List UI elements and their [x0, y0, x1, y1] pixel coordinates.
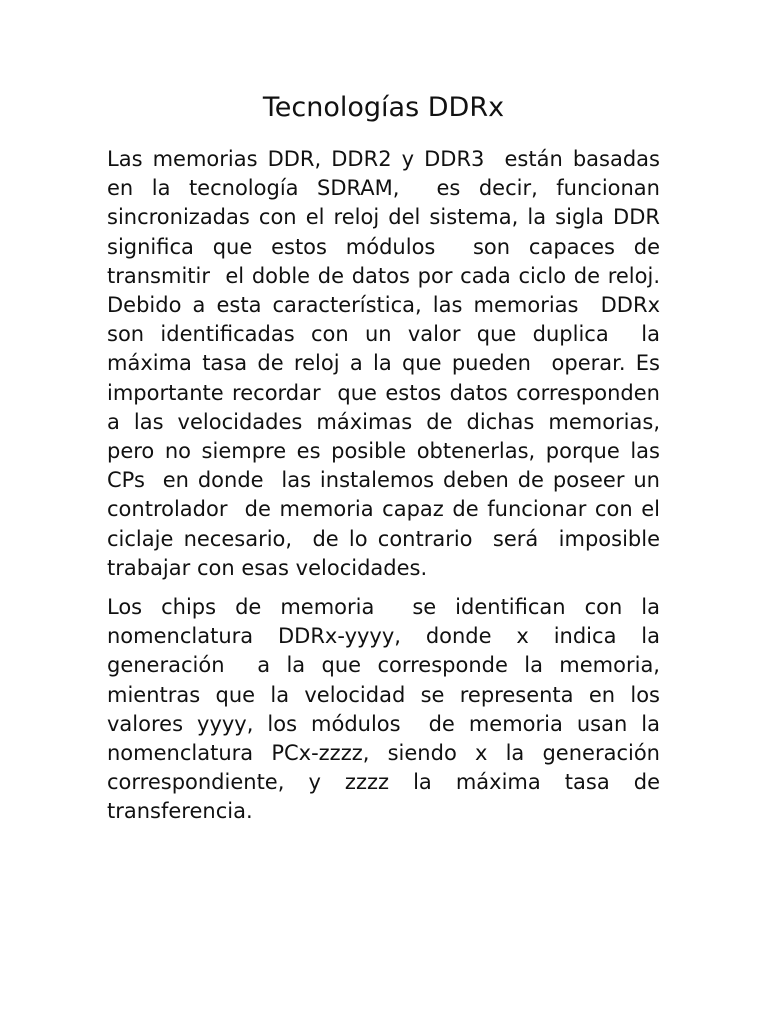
document-page — [107, 86, 674, 837]
paragraph-ddr-technology: Las memorias DDR, DDR2 y DDR3 están basadas en la tecnología SDRAM, es decir, funcionan sincronizadas con el reloj del sistema, la sigla DDR significa que estos módulos son capaces de transmitir el doble de datos por cada ciclo de reloj. Debido a esta característica, las memorias DDRx son identificadas con un valor que duplica la máxima tasa de reloj a la que pueden operar. Es importante recordar que estos datos corresponden a las velocidades máximas de dichas memorias, pero no siempre es posible obtenerlas, porque las CPs en donde las instalemos deben de poseer un controlador de memoria capaz de funcionar con el ciclaje necesario, de lo contrario será imposible trabajar con esas velocidades. — [107, 147, 674, 580]
paragraph-memory-nomenclature: Los chips de memoria se identifican con la nomenclatura DDRx-yyyy, donde x indica la generación a la que corresponde la memoria, mientras que la velocidad se representa en los valores yyyy, los módulos de memoria usan la nomenclatura PCx-zzzz, siendo x la generación correspondiente, y zzzz la máxima tasa de transferencia. — [107, 595, 667, 824]
document-title: Tecnologías DDRx — [262, 92, 505, 123]
